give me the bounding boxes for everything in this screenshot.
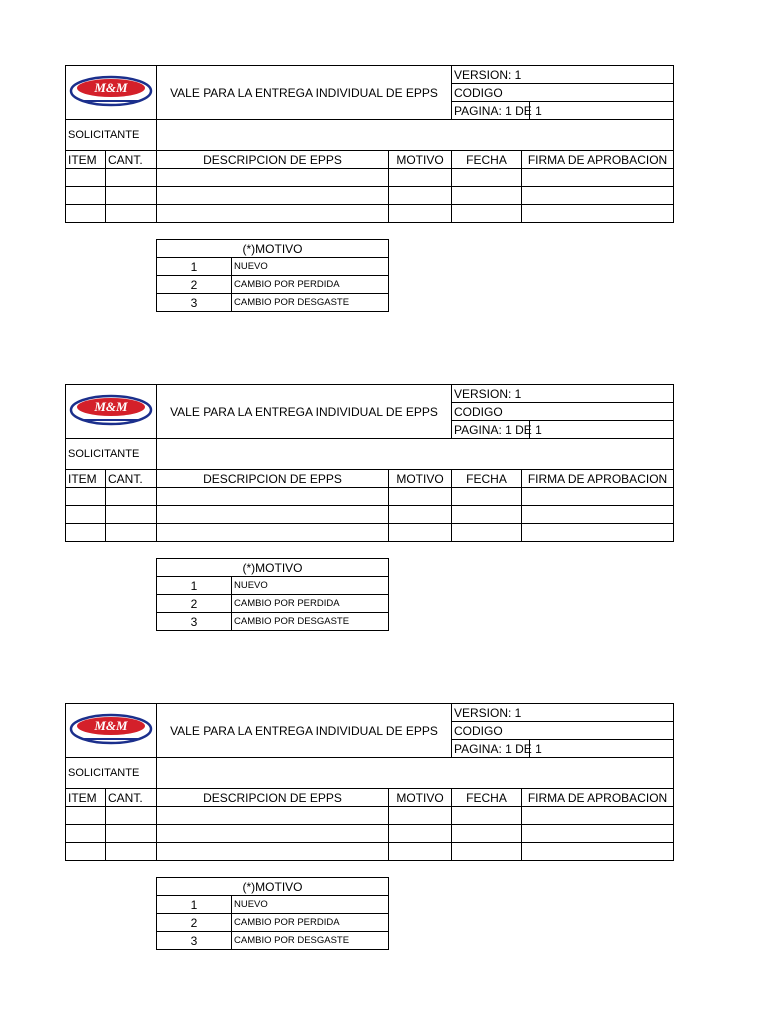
form-title: VALE PARA LA ENTREGA INDIVIDUAL DE EPPS [157, 66, 452, 120]
pagina-label: PAGINA: 1 DE 1 [454, 103, 542, 118]
motivo-row [157, 914, 389, 932]
motivo-row [157, 932, 389, 950]
form-title: VALE PARA LA ENTREGA INDIVIDUAL DE EPPS [157, 704, 452, 758]
cell[interactable] [106, 205, 157, 223]
motivo-title: (*)MOTIVO [157, 559, 389, 577]
cell[interactable] [389, 169, 452, 187]
cell[interactable] [157, 187, 389, 205]
logo-cell [66, 704, 157, 758]
cell[interactable] [157, 825, 389, 843]
divider [529, 102, 530, 119]
motivo-text: NUEVO [232, 896, 389, 914]
codigo-label: CODIGO [452, 722, 674, 740]
motivo-text: CAMBIO POR PERDIDA [232, 914, 389, 932]
cell[interactable] [157, 488, 389, 506]
table-row [66, 506, 674, 524]
motivo-row [157, 577, 389, 595]
cell[interactable] [66, 205, 106, 223]
cell[interactable] [106, 825, 157, 843]
cell[interactable] [389, 205, 452, 223]
motivo-row [157, 294, 389, 312]
cell[interactable] [66, 169, 106, 187]
motivo-table-1 [156, 239, 389, 312]
col-cant: CANT. [106, 470, 157, 488]
solicitante-field[interactable] [157, 120, 674, 151]
solicitante-field[interactable] [157, 758, 674, 789]
company-logo [68, 71, 154, 111]
cell[interactable] [452, 843, 522, 861]
cell[interactable] [106, 843, 157, 861]
motivo-title: (*)MOTIVO [157, 878, 389, 896]
solicitante-field[interactable] [157, 439, 674, 470]
cell[interactable] [106, 506, 157, 524]
cell[interactable] [452, 488, 522, 506]
motivo-num: 1 [157, 896, 232, 914]
cell[interactable] [66, 187, 106, 205]
col-fecha: FECHA [452, 151, 522, 169]
cell[interactable] [157, 506, 389, 524]
col-fecha: FECHA [452, 470, 522, 488]
motivo-row [157, 896, 389, 914]
col-firma: FIRMA DE APROBACION [522, 789, 674, 807]
motivo-text: CAMBIO POR PERDIDA [232, 595, 389, 613]
motivo-text: CAMBIO POR DESGASTE [232, 613, 389, 631]
motivo-num: 2 [157, 276, 232, 294]
col-descripcion: DESCRIPCION DE EPPS [157, 789, 389, 807]
cell[interactable] [157, 807, 389, 825]
table-row [66, 825, 674, 843]
table-row [66, 524, 674, 542]
motivo-row [157, 276, 389, 294]
cell[interactable] [106, 807, 157, 825]
table-row [66, 843, 674, 861]
motivo-row [157, 595, 389, 613]
motivo-num: 2 [157, 914, 232, 932]
company-logo [68, 709, 154, 749]
cell[interactable] [389, 825, 452, 843]
cell[interactable] [522, 205, 674, 223]
cell[interactable] [389, 187, 452, 205]
logo-wordmark: M&M [94, 80, 128, 95]
version-label: VERSION: 1 [452, 385, 674, 403]
pagina-cell [452, 102, 674, 120]
col-item: ITEM [66, 470, 106, 488]
motivo-title: (*)MOTIVO [157, 240, 389, 258]
cell[interactable] [66, 843, 106, 861]
col-firma: FIRMA DE APROBACION [522, 151, 674, 169]
motivo-row [157, 613, 389, 631]
codigo-label: CODIGO [452, 84, 674, 102]
motivo-num: 1 [157, 258, 232, 276]
cell[interactable] [157, 524, 389, 542]
divider [529, 740, 530, 757]
cell[interactable] [157, 205, 389, 223]
cell[interactable] [452, 524, 522, 542]
motivo-text: CAMBIO POR DESGASTE [232, 294, 389, 312]
solicitante-label: SOLICITANTE [66, 758, 157, 789]
motivo-num: 3 [157, 294, 232, 312]
col-cant: CANT. [106, 151, 157, 169]
cell[interactable] [106, 169, 157, 187]
motivo-num: 3 [157, 932, 232, 950]
table-row [66, 488, 674, 506]
col-item: ITEM [66, 789, 106, 807]
table-row [66, 169, 674, 187]
motivo-table-3 [156, 877, 389, 950]
cell[interactable] [106, 488, 157, 506]
cell[interactable] [106, 187, 157, 205]
logo-wordmark: M&M [94, 399, 128, 414]
version-label: VERSION: 1 [452, 66, 674, 84]
cell[interactable] [106, 524, 157, 542]
col-motivo: MOTIVO [389, 789, 452, 807]
table-row [66, 187, 674, 205]
table-row [66, 807, 674, 825]
col-motivo: MOTIVO [389, 470, 452, 488]
logo-cell [66, 66, 157, 120]
logo-cell [66, 385, 157, 439]
cell[interactable] [522, 524, 674, 542]
version-label: VERSION: 1 [452, 704, 674, 722]
col-descripcion: DESCRIPCION DE EPPS [157, 470, 389, 488]
motivo-num: 2 [157, 595, 232, 613]
epps-form-table [65, 384, 674, 542]
cell[interactable] [452, 825, 522, 843]
motivo-text: NUEVO [232, 577, 389, 595]
cell[interactable] [66, 506, 106, 524]
cell[interactable] [157, 169, 389, 187]
cell[interactable] [522, 807, 674, 825]
epps-form-table [65, 65, 674, 223]
pagina-label: PAGINA: 1 DE 1 [454, 422, 542, 437]
divider [529, 421, 530, 438]
cell[interactable] [157, 843, 389, 861]
cell[interactable] [452, 169, 522, 187]
cell[interactable] [452, 506, 522, 524]
epps-form-table [65, 703, 674, 861]
solicitante-label: SOLICITANTE [66, 120, 157, 151]
pagina-label: PAGINA: 1 DE 1 [454, 741, 542, 756]
motivo-num: 1 [157, 577, 232, 595]
cell[interactable] [389, 488, 452, 506]
form-title: VALE PARA LA ENTREGA INDIVIDUAL DE EPPS [157, 385, 452, 439]
col-descripcion: DESCRIPCION DE EPPS [157, 151, 389, 169]
cell[interactable] [66, 524, 106, 542]
col-firma: FIRMA DE APROBACION [522, 470, 674, 488]
col-item: ITEM [66, 151, 106, 169]
motivo-row [157, 258, 389, 276]
pagina-cell [452, 740, 674, 758]
solicitante-label: SOLICITANTE [66, 439, 157, 470]
motivo-text: CAMBIO POR DESGASTE [232, 932, 389, 950]
cell[interactable] [389, 807, 452, 825]
cell[interactable] [522, 843, 674, 861]
table-row [66, 205, 674, 223]
cell[interactable] [522, 187, 674, 205]
motivo-text: CAMBIO POR PERDIDA [232, 276, 389, 294]
cell[interactable] [452, 187, 522, 205]
form-2 [65, 384, 673, 542]
cell[interactable] [66, 488, 106, 506]
form-3 [65, 703, 673, 861]
cell[interactable] [452, 205, 522, 223]
company-logo [68, 390, 154, 430]
cell[interactable] [389, 506, 452, 524]
cell[interactable] [522, 488, 674, 506]
codigo-label: CODIGO [452, 403, 674, 421]
motivo-text: NUEVO [232, 258, 389, 276]
cell[interactable] [452, 807, 522, 825]
logo-wordmark: M&M [94, 718, 128, 733]
cell[interactable] [389, 843, 452, 861]
pagina-cell [452, 421, 674, 439]
motivo-table-2 [156, 558, 389, 631]
cell[interactable] [522, 169, 674, 187]
col-fecha: FECHA [452, 789, 522, 807]
form-1 [65, 65, 673, 223]
motivo-num: 3 [157, 613, 232, 631]
col-motivo: MOTIVO [389, 151, 452, 169]
col-cant: CANT. [106, 789, 157, 807]
cell[interactable] [522, 825, 674, 843]
cell[interactable] [389, 524, 452, 542]
cell[interactable] [66, 807, 106, 825]
cell[interactable] [66, 825, 106, 843]
cell[interactable] [522, 506, 674, 524]
